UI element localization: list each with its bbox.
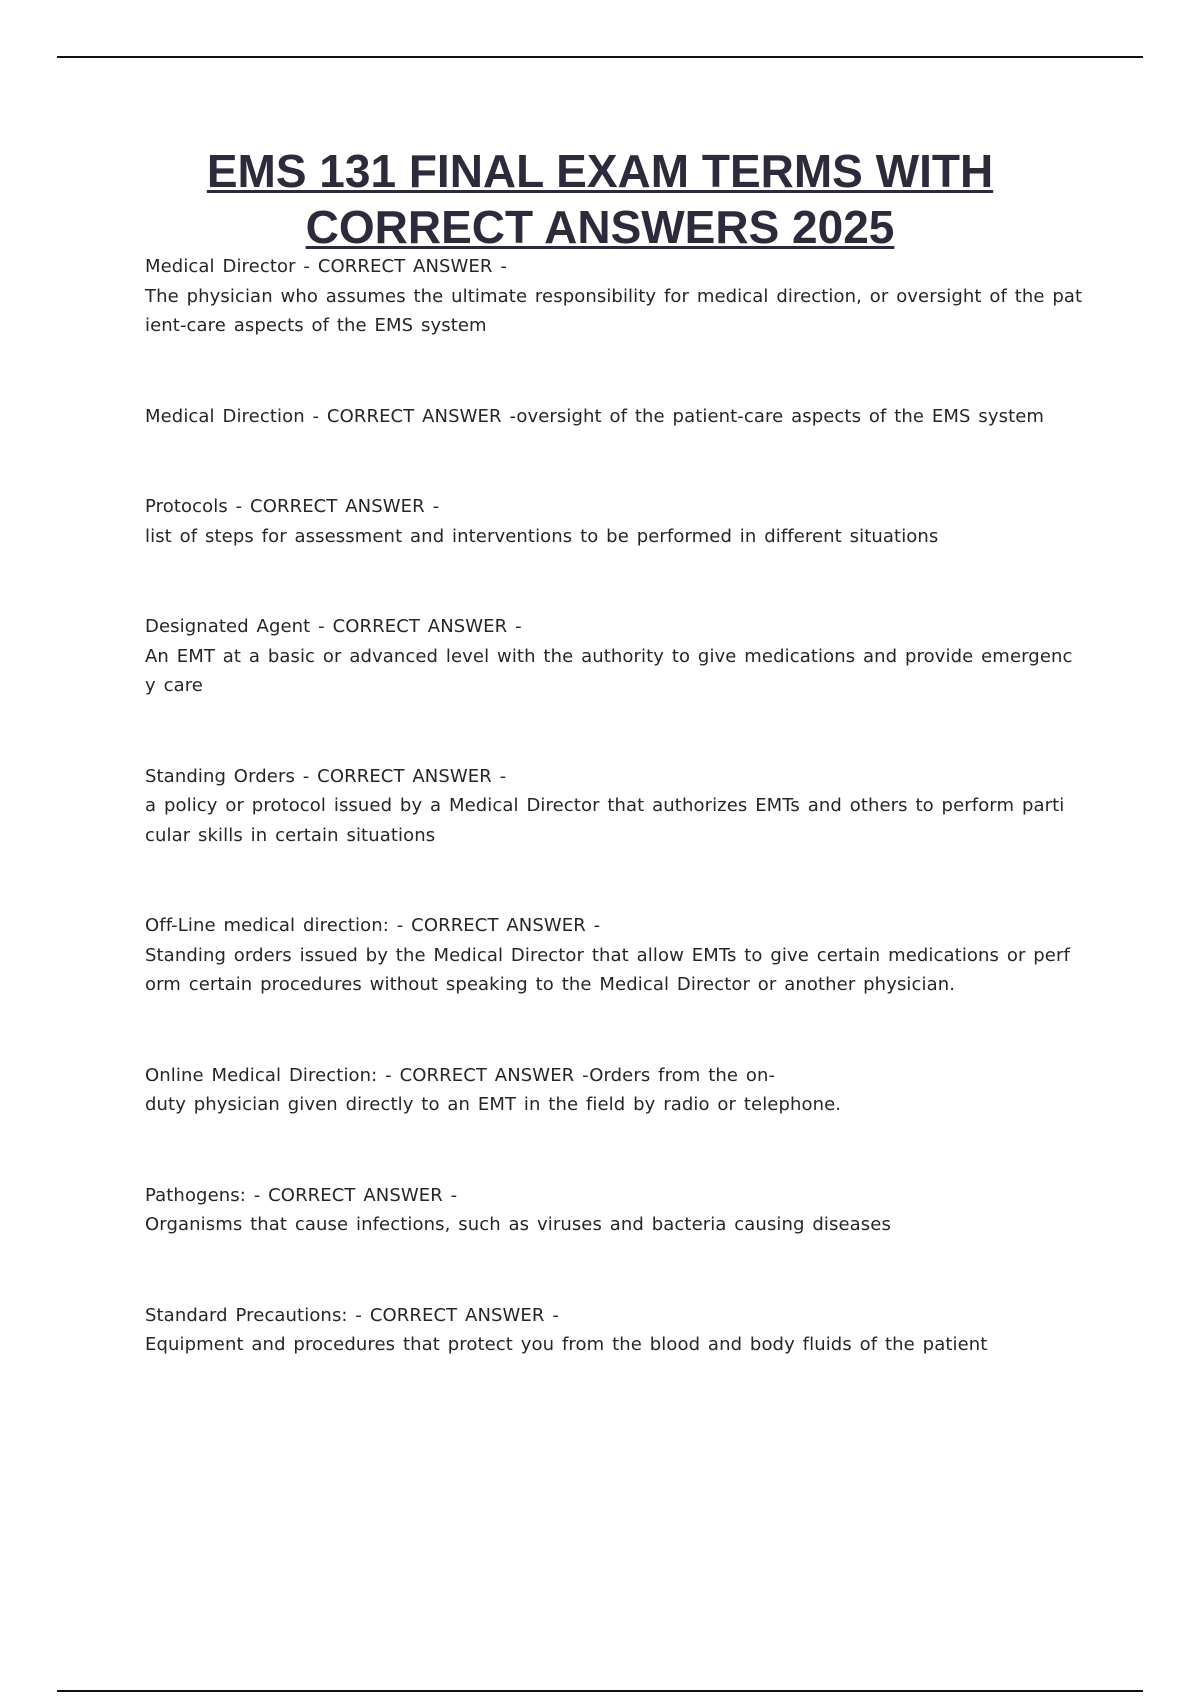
term-line: y care bbox=[145, 675, 203, 696]
bottom-divider bbox=[57, 1690, 1143, 1692]
term-entry bbox=[145, 762, 1085, 851]
terms-list bbox=[145, 252, 1085, 1421]
term-line: cular skills in certain situations bbox=[145, 824, 436, 846]
term-entry bbox=[145, 1061, 1085, 1120]
term-line: Standard Precautions: - CORRECT ANSWER - bbox=[145, 1304, 559, 1326]
document-title bbox=[0, 143, 1200, 255]
term-line: Standing orders issued by the Medical Director that allow EMTs to give certain medications or perf bbox=[145, 944, 1070, 966]
term-entry bbox=[145, 911, 1085, 1000]
term-line: Protocols - CORRECT ANSWER - bbox=[145, 496, 440, 517]
term-entry bbox=[145, 1181, 1085, 1240]
term-line: Standing Orders - CORRECT ANSWER - bbox=[145, 765, 507, 787]
term-line: Medical Director - CORRECT ANSWER - bbox=[145, 256, 507, 277]
term-entry bbox=[145, 492, 1085, 551]
term-line: ient-care aspects of the EMS system bbox=[145, 315, 487, 336]
term-line: An EMT at a basic or advanced level with the authority to give medications and provide emergenc bbox=[145, 645, 1073, 667]
term-line: duty physician given directly to an EMT in the field by radio or telephone. bbox=[145, 1094, 842, 1115]
term-line: Designated Agent - CORRECT ANSWER - bbox=[145, 616, 522, 637]
term-entry bbox=[145, 402, 1085, 432]
title-line-2: CORRECT ANSWERS 2025 bbox=[305, 201, 895, 253]
title-line-1: EMS 131 FINAL EXAM TERMS WITH bbox=[206, 145, 994, 197]
term-line: Organisms that cause infections, such as viruses and bacteria causing diseases bbox=[145, 1214, 891, 1235]
term-entry bbox=[145, 252, 1085, 341]
term-line: orm certain procedures without speaking to the Medical Director or another physician. bbox=[145, 974, 956, 995]
term-line: Equipment and procedures that protect you from the blood and body fluids of the patient bbox=[145, 1334, 988, 1355]
term-line: Online Medical Direction: - CORRECT ANSWER -Orders from the on- bbox=[145, 1064, 776, 1086]
term-line: The physician who assumes the ultimate responsibility for medical direction, or oversight of the pat bbox=[145, 285, 1083, 307]
term-line: Medical Direction - CORRECT ANSWER -oversight of the patient-care aspects of the EMS system bbox=[145, 405, 1045, 427]
term-line: list of steps for assessment and interventions to be performed in different situations bbox=[145, 525, 939, 547]
term-entry bbox=[145, 1301, 1085, 1360]
term-line: Pathogens: - CORRECT ANSWER - bbox=[145, 1184, 458, 1206]
term-line: Off-Line medical direction: - CORRECT ANSWER - bbox=[145, 915, 601, 936]
term-entry bbox=[145, 612, 1085, 701]
term-line: a policy or protocol issued by a Medical Director that authorizes EMTs and others to perform parti bbox=[145, 795, 1065, 816]
top-divider bbox=[57, 56, 1143, 58]
